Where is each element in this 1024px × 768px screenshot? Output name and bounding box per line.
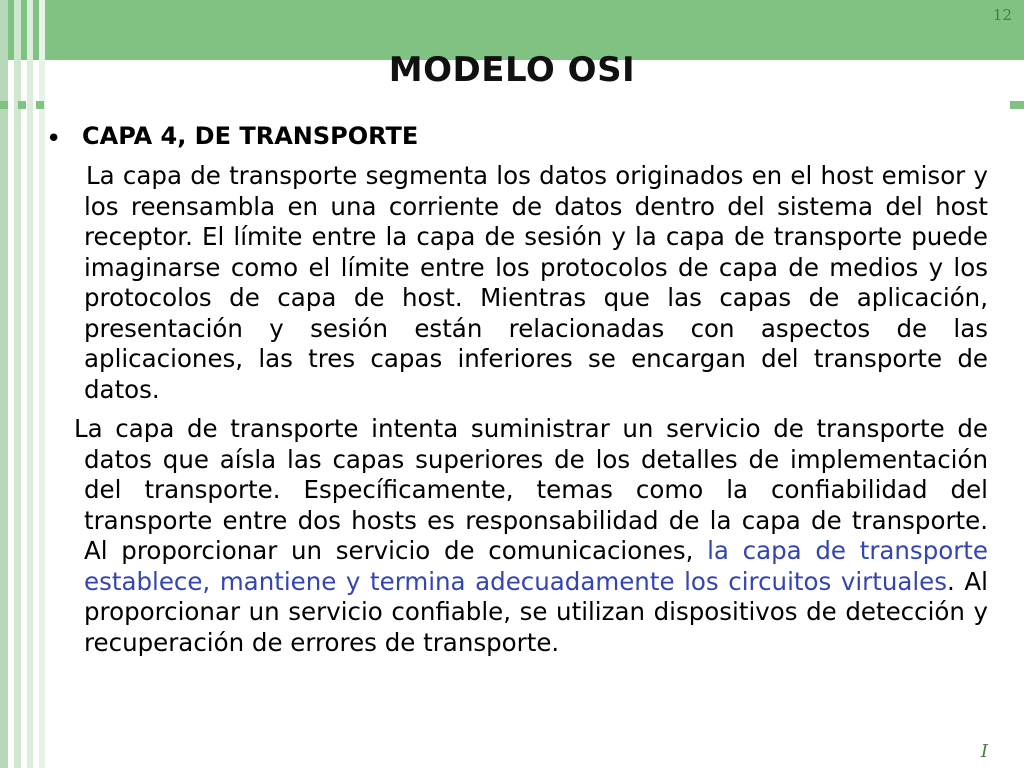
decorative-stripe-3 [27, 0, 33, 768]
slide-title: MODELO OSI [388, 50, 636, 90]
footer-mark: I [980, 741, 988, 762]
bullet-icon: • [46, 124, 62, 154]
decorative-stripe-2 [14, 0, 21, 768]
paragraph-2-text-end: . Al proporcionar un servicio confiable, se utilizan dispositivos de detección y recuperación de errores de transporte. [84, 566, 988, 657]
paragraph-2 [74, 414, 988, 658]
decorative-dash-line [0, 101, 1024, 109]
section-heading: CAPA 4, DE TRANSPORTE [82, 122, 419, 150]
slide-number: 12 [992, 6, 1012, 24]
paragraph-1: La capa de transporte segmenta los datos originados en el host emisor y los reensambla en una corriente de datos dentro del sistema del host receptor. El límite entre la capa de sesión y la capa de transporte puede imaginarse como el límite entre los protocolos de capa de medios y los protocolos de capa de host. Mientras que las capas de aplicación, presentación y sesión están relacionadas con aspectos de las aplicaciones, las tres capas inferiores se encargan del transporte de datos. [84, 161, 988, 404]
paragraph-2-highlight: la capa de transporte establece, mantiene y termina adecuadamente los circuitos virtuales [84, 536, 988, 596]
decorative-stripe-4 [39, 0, 45, 768]
paragraph-2-text-start: La capa de transporte intenta suministrar un servicio de transporte de datos que aísla las capas superiores de los detalles de implementación del transporte. Específicamente, temas como la confiabilidad del transporte entre dos hosts es responsabilidad de la capa de transporte. Al proporcionar un servicio de comunicaciones, [74, 414, 988, 565]
decorative-stripe-1 [0, 0, 8, 768]
